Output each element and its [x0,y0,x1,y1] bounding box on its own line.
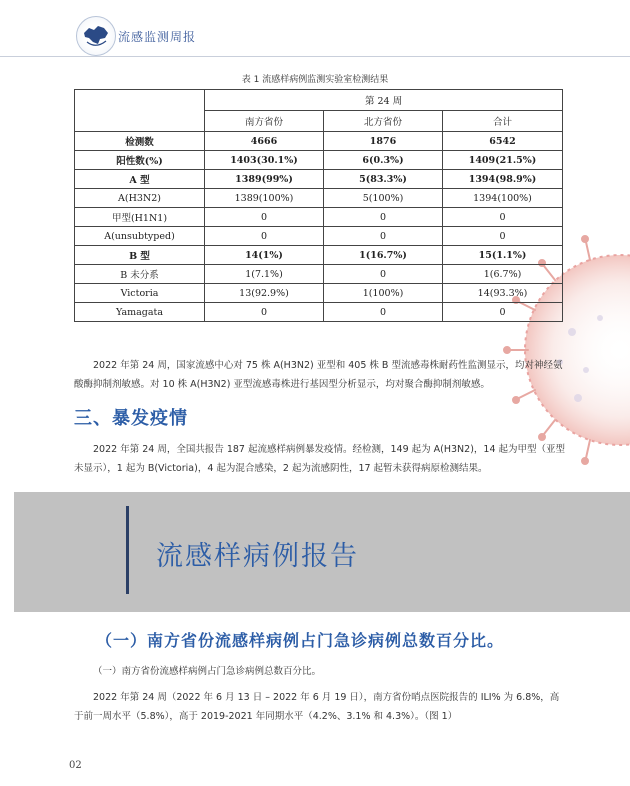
table-cell: 1394(100%) [443,189,563,208]
table-cell: 0 [324,265,443,284]
table-header-row [75,90,563,111]
page-header [0,0,630,60]
table-cell: 14(1%) [205,246,324,265]
table-cell: 6542 [443,132,563,151]
subsection-caption [74,662,568,681]
row-label: B 未分系 [75,265,205,284]
outbreak-paragraph [74,440,568,478]
table-cell: 0 [324,227,443,246]
row-label: Victoria [75,284,205,303]
table-cell: 1(6.7%) [443,265,563,284]
chapter-banner [14,492,630,612]
table-row [75,170,563,189]
table-row [75,189,563,208]
table-row [75,227,563,246]
table-cell: 1394(98.9%) [443,170,563,189]
lab-results-table [74,89,563,322]
row-label: 检测数 [75,132,205,151]
banner-title: 流感样病例报告 [156,541,359,572]
table-cell: 0 [205,208,324,227]
table-cell: 1876 [324,132,443,151]
row-label: Yamagata [75,303,205,322]
table-cell: 1(16.7%) [324,246,443,265]
column-header: 北方省份 [324,111,443,132]
table-cell: 5(100%) [324,189,443,208]
table-corner-cell [75,90,205,132]
table-row [75,303,563,322]
table-cell: 13(92.9%) [205,284,324,303]
table-cell: 0 [205,303,324,322]
table-cell: 14(93.3%) [443,284,563,303]
resistance-text: 2022 年第 24 周，国家流感中心对 75 株 A(H3N2) 亚型和 405 株 B 型流感毒株耐药性监测显示，均对神经氨酸酶抑制剂敏感。对 10 株 A(H3N2) 亚型流感毒株进行基因型分析显示，均对聚合酶抑制剂敏感。 [74,360,563,390]
table-cell: 0 [443,208,563,227]
subsection-caption-text: （一）南方省份流感样病例占门急诊病例总数百分比。 [93,666,322,677]
row-label: 阳性数(%) [75,151,205,170]
row-label: A 型 [75,170,205,189]
china-map-logo-icon [76,16,116,56]
table-row [75,265,563,284]
subsection-heading: （一）南方省份流感样病例占门急诊病例总数百分比。 [96,631,505,650]
table-row [75,284,563,303]
table-cell: 15(1.1%) [443,246,563,265]
week-header: 第 24 周 [205,90,563,111]
table-cell: 1(7.1%) [205,265,324,284]
column-header: 南方省份 [205,111,324,132]
header-title: 流感监测周报 [118,30,197,44]
header-divider [0,56,630,57]
table-cell: 0 [205,227,324,246]
ili-paragraph [74,688,568,726]
row-label: A(H3N2) [75,189,205,208]
column-header: 合计 [443,111,563,132]
table-row [75,151,563,170]
table-cell: 0 [443,227,563,246]
table-cell: 0 [324,303,443,322]
table-row [75,132,563,151]
resistance-paragraph [74,356,568,394]
table-cell: 1403(30.1%) [205,151,324,170]
table-cell: 4666 [205,132,324,151]
table-cell: 1409(21.5%) [443,151,563,170]
section-heading: 三、暴发疫情 [74,408,188,429]
row-label: 甲型(H1N1) [75,208,205,227]
table-caption: 表 1 流感样病例监测实验室检测结果 [241,75,389,85]
table-cell: 6(0.3%) [324,151,443,170]
page-number: 02 [69,760,82,771]
table-row [75,208,563,227]
table-cell: 5(83.3%) [324,170,443,189]
table-cell: 1389(100%) [205,189,324,208]
row-label: B 型 [75,246,205,265]
outbreak-text: 2022 年第 24 周，全国共报告 187 起流感样病例暴发疫情。经检测，149 起为 A(H3N2)，14 起为甲型（亚型未显示），1 起为 B(Victoria)，4 起为混合感染，2 起为流感阴性，17 起暂未获得病原检测结果。 [74,444,566,474]
table-row [75,246,563,265]
table-cell: 0 [324,208,443,227]
banner-accent-bar [126,506,129,594]
table-cell: 1389(99%) [205,170,324,189]
table-cell: 0 [443,303,563,322]
table-cell: 1(100%) [324,284,443,303]
row-label: A(unsubtyped) [75,227,205,246]
ili-text: 2022 年第 24 周（2022 年 6 月 13 日 – 2022 年 6 月 19 日），南方省份哨点医院报告的 ILI% 为 6.8%，高于前一周水平（5.8%），高于 2019-2021 年同期水平（4.2%、3.1% 和 4.3%）。（图 1） [74,692,560,722]
